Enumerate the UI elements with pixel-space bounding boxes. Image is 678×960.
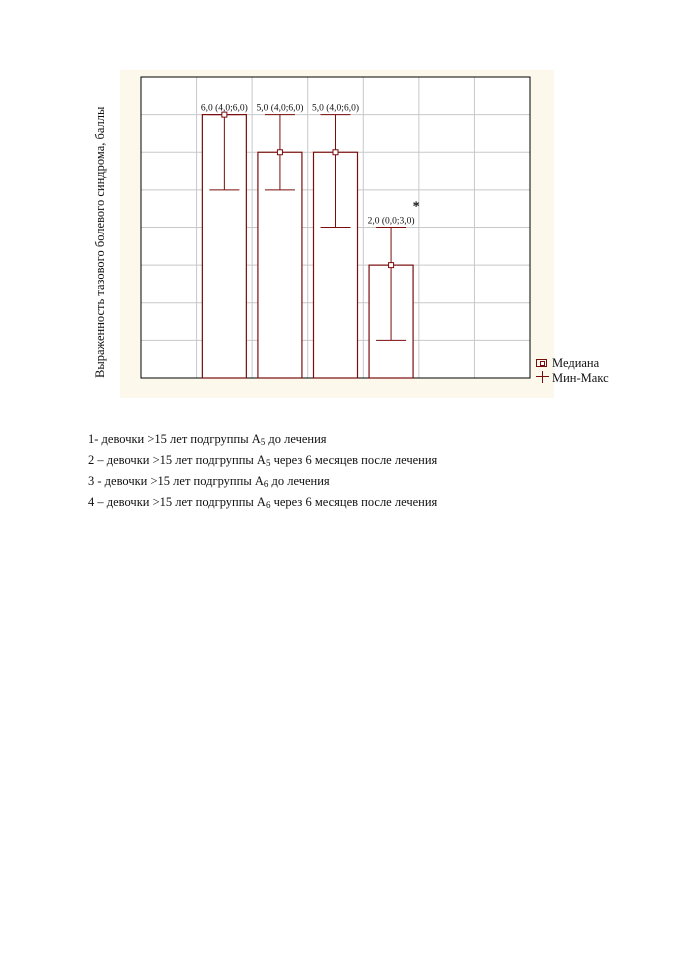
legend-label-range: Мин-Макс <box>552 371 609 385</box>
y-axis-label: Выраженность тазового болевого синдрома, баллы <box>93 106 107 378</box>
caption-text: 1- девочки >15 лет подгруппы А <box>88 432 261 446</box>
caption-text: 3 - девочки >15 лет подгруппы А <box>88 474 264 488</box>
caption-item <box>88 474 437 495</box>
caption-text: через 6 месяцев после лечения <box>270 495 438 509</box>
caption-subscript: 6 <box>263 479 269 489</box>
caption-item <box>88 432 437 453</box>
data-label: 5,0 (4,0;6,0) <box>312 103 359 114</box>
caption-text: через 6 месяцев после лечения <box>270 453 438 467</box>
median-marker <box>333 150 338 155</box>
caption-subscript: 6 <box>265 500 271 510</box>
significance-marker: * <box>412 199 420 215</box>
caption-item <box>88 495 437 516</box>
median-marker <box>389 263 394 268</box>
legend-label-median: Медиана <box>552 356 600 370</box>
caption-subscript: 5 <box>265 458 271 468</box>
data-label: 2,0 (0,0;3,0) <box>367 216 415 227</box>
data-label: 5,0 (4,0;6,0) <box>256 103 304 114</box>
caption-list <box>88 432 437 516</box>
median-marker <box>277 150 282 155</box>
caption-text: до лечения <box>265 432 327 446</box>
caption-text: 4 – девочки >15 лет подгруппы А <box>88 495 266 509</box>
chart-plot <box>120 70 554 398</box>
caption-subscript: 5 <box>260 437 266 447</box>
caption-text: 2 – девочки >15 лет подгруппы А <box>88 453 266 467</box>
whisker-icon <box>536 371 550 385</box>
chart-panel <box>120 70 554 398</box>
caption-item <box>88 453 437 474</box>
data-label: 6,0 (4,0;6,0) <box>200 103 248 114</box>
caption-text: до лечения <box>268 474 330 488</box>
median-marker-icon <box>536 359 547 367</box>
